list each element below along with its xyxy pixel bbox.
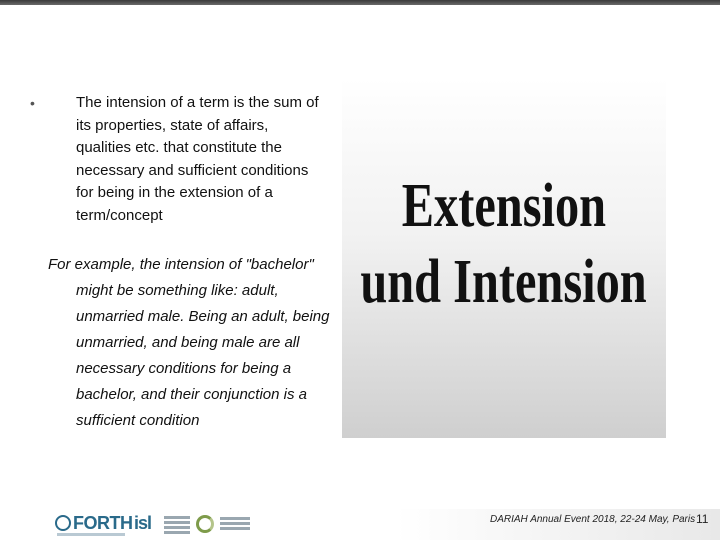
- event-footer-text: DARIAH Annual Event 2018, 22-24 May, Paris: [490, 514, 696, 525]
- image-title-line-2: und Intension: [360, 248, 648, 316]
- cci-logo: [196, 513, 256, 537]
- page-number: 11: [696, 512, 709, 526]
- forth-logo-subtitle: [57, 533, 125, 536]
- bullet-text: The intension of a term is the sum of its properties, state of affairs, qualities etc. that constitute the necessary and sufficient conditions for being in the extension of a term/concept: [76, 94, 319, 224]
- example-paragraph: For example, the intension of "bachelor" might be something like: adult, unmarried male. Being an adult, being unmarried, and being male are all necessary conditions for being a bachelor, and their conjunction is a sufficient condition: [48, 256, 330, 429]
- image-title-line-1: Extension: [401, 172, 607, 240]
- cci-logo-subtitle: [220, 517, 250, 520]
- title-image: [342, 78, 666, 438]
- isl-logo-text: isl: [134, 513, 152, 533]
- top-bar: [0, 0, 720, 5]
- isl-logo-subtitle: [164, 516, 190, 519]
- isl-logo: [134, 513, 190, 537]
- bullet-icon: •: [30, 95, 35, 111]
- ring-icon: [196, 515, 214, 533]
- globe-icon: [55, 515, 71, 531]
- bullet-paragraph: [30, 92, 330, 227]
- forth-logo: [55, 513, 133, 537]
- forth-logo-text: FORTH: [73, 513, 133, 533]
